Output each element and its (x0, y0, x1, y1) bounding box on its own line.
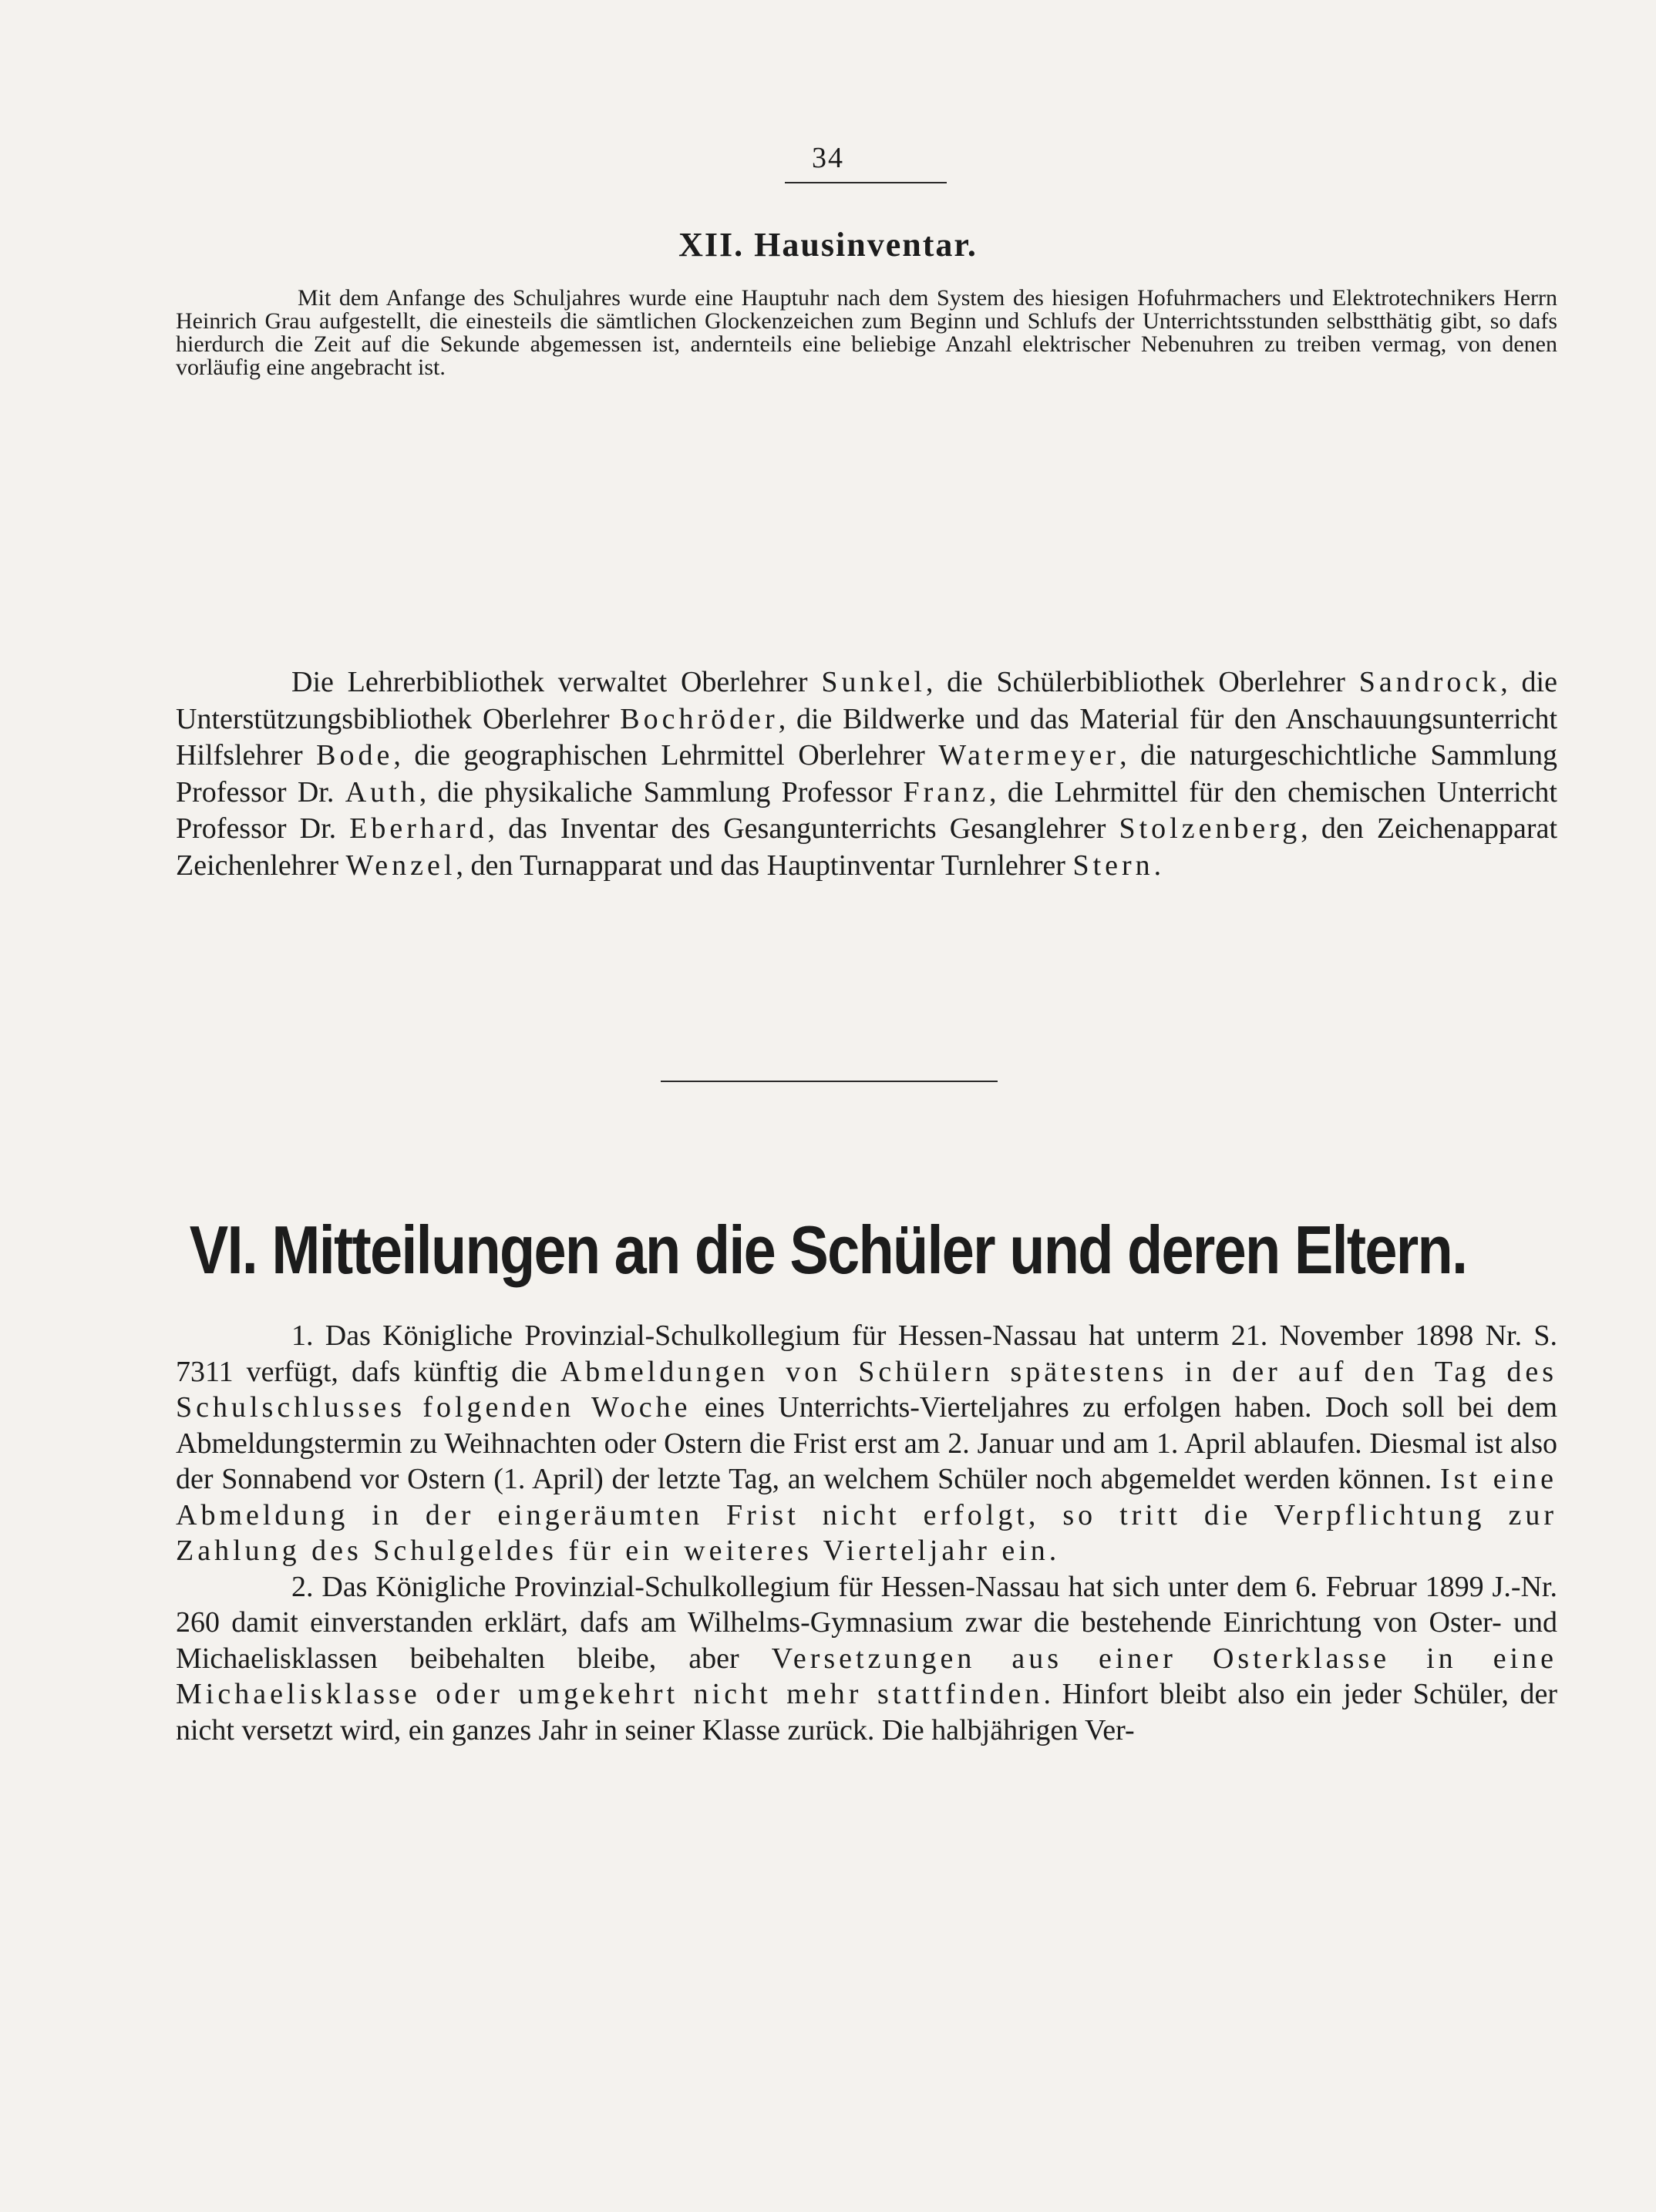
name-eberhard: Eberhard (349, 812, 488, 845)
text-run: , den Zeichenapparat Zeichenlehrer (176, 812, 1558, 882)
name-bode: Bode (316, 739, 394, 772)
emphasis-versetzungen: Versetzungen aus einer Osterklasse in eine Michaelisklasse oder umgekehrt nicht mehr stattfinden (176, 1642, 1557, 1710)
hausinventar-paragraph: Mit dem Anfange des Schuljahres wurde eine Hauptuhr nach dem System des hiesigen Hofuhrmachers und Elektrotechnikers Herrn Heinrich Grau aufgestellt, die einesteils die sämtlichen Glockenzeichen zum Beginn und Schlufs der Unterrichtsstunden selbstthätig gibt, so dafs hierdurch die Zeit auf die Sekunde abgemessen ist, andernteils eine beliebige Anzahl elektrischer Nebenuhren zu treiben vermag, von denen vorläufig eine angebracht ist. (176, 285, 1557, 380)
name-sunkel: Sunkel (821, 666, 926, 698)
name-bochroeder: Bochröder (620, 702, 779, 735)
chapter-title: VI. Mitteilungen an die Schüler und deren Eltern. (189, 1212, 1467, 1288)
text-run: . (1153, 849, 1162, 882)
text-run: 2. Das Königliche Provinzial-Schulkollegium für Hessen-Nassau hat sich unter dem 6. Februar 1899 J.-Nr. 260 damit einverstanden erklärt, dafs am Wilhelms-Gymnasium zwar die bestehende Einrichtung von Oster- und Michaelisklassen beibehalten bleibe, aber (176, 1570, 1557, 1675)
name-auth: Auth (345, 775, 419, 808)
text-run: , den Turnapparat und das Hauptinventar Turnlehrer (456, 849, 1073, 882)
name-stern: Stern (1072, 849, 1154, 882)
name-franz: Franz (903, 775, 990, 808)
section-heading-hausinventar: XII. Hausinventar. (678, 226, 978, 264)
text-run: , die Schülerbibliothek Oberlehrer (925, 666, 1359, 698)
text-run: , die naturgeschichtliche Sammlung Professor Dr. (176, 739, 1558, 808)
text-run: , die physikaliche Sammlung Professor (419, 775, 904, 808)
text-run: , das Inventar des Gesangunterrichts Gesanglehrer (487, 812, 1119, 845)
text-run: , die geographischen Lehrmittel Oberlehrer (393, 739, 939, 772)
section-divider (661, 1081, 998, 1082)
name-sandrock: Sandrock (1358, 666, 1501, 698)
emphasis-abmeldungen: Abmeldungen von Schülern spätestens in der auf den Tag des Schulschlusses folgenden Woche (176, 1355, 1557, 1424)
name-wenzel: Wenzel (345, 849, 456, 882)
text-run: , die Bildwerke und das Material für den Anschauungsunterricht Hilfslehrer (176, 702, 1557, 772)
text-run: , die Unterstützungsbibliothek Oberlehrer (176, 666, 1557, 735)
name-stolzenberg: Stolzenberg (1119, 812, 1301, 845)
item-2-paragraph (176, 1569, 1557, 1749)
collections-text (176, 664, 1557, 884)
item-1-paragraph (176, 1318, 1557, 1569)
text-run: 1. Das Königliche Provinzial-Schulkollegium für Hessen-Nassau hat unterm 21. November 1898 Nr. S. 7311 verfügt, dafs künftig die (176, 1319, 1557, 1388)
text-run: Die Lehrerbibliothek verwaltet Oberlehrer (291, 666, 822, 698)
emphasis-schulgeld: Ist eine Abmeldung in der eingeräumten Frist nicht erfolgt, so tritt die Verpflichtung zur Zahlung des Schulgeldes für ein weiteres Vierteljahr ein. (176, 1463, 1558, 1567)
name-watermeyer: Watermeyer (938, 739, 1120, 772)
collections-paragraph (176, 664, 1557, 884)
page-number-rule (785, 182, 947, 183)
chapter-body (176, 1318, 1557, 1748)
text-run: eines Unterrichts-Vierteljahres zu erfolgen haben. Doch soll bei dem Abmeldungstermin zu Weihnachten oder Ostern die Frist erst am 2. Januar und am 1. April ablaufen. Diesmal ist also der Sonnabend vor Ostern (1. April) der letzte Tag, an welchem Schüler noch abgemeldet werden können. (176, 1391, 1557, 1495)
text-run: , die Lehrmittel für den chemischen Unterricht Professor Dr. (176, 775, 1557, 845)
hausinventar-text (176, 287, 1557, 379)
page-number: 34 (812, 142, 844, 174)
text-run: . Hinfort bleibt also ein jeder Schüler, der nicht versetzt wird, ein ganzes Jahr in seiner Klasse zurück. Die halbjährigen Ver- (176, 1678, 1558, 1746)
